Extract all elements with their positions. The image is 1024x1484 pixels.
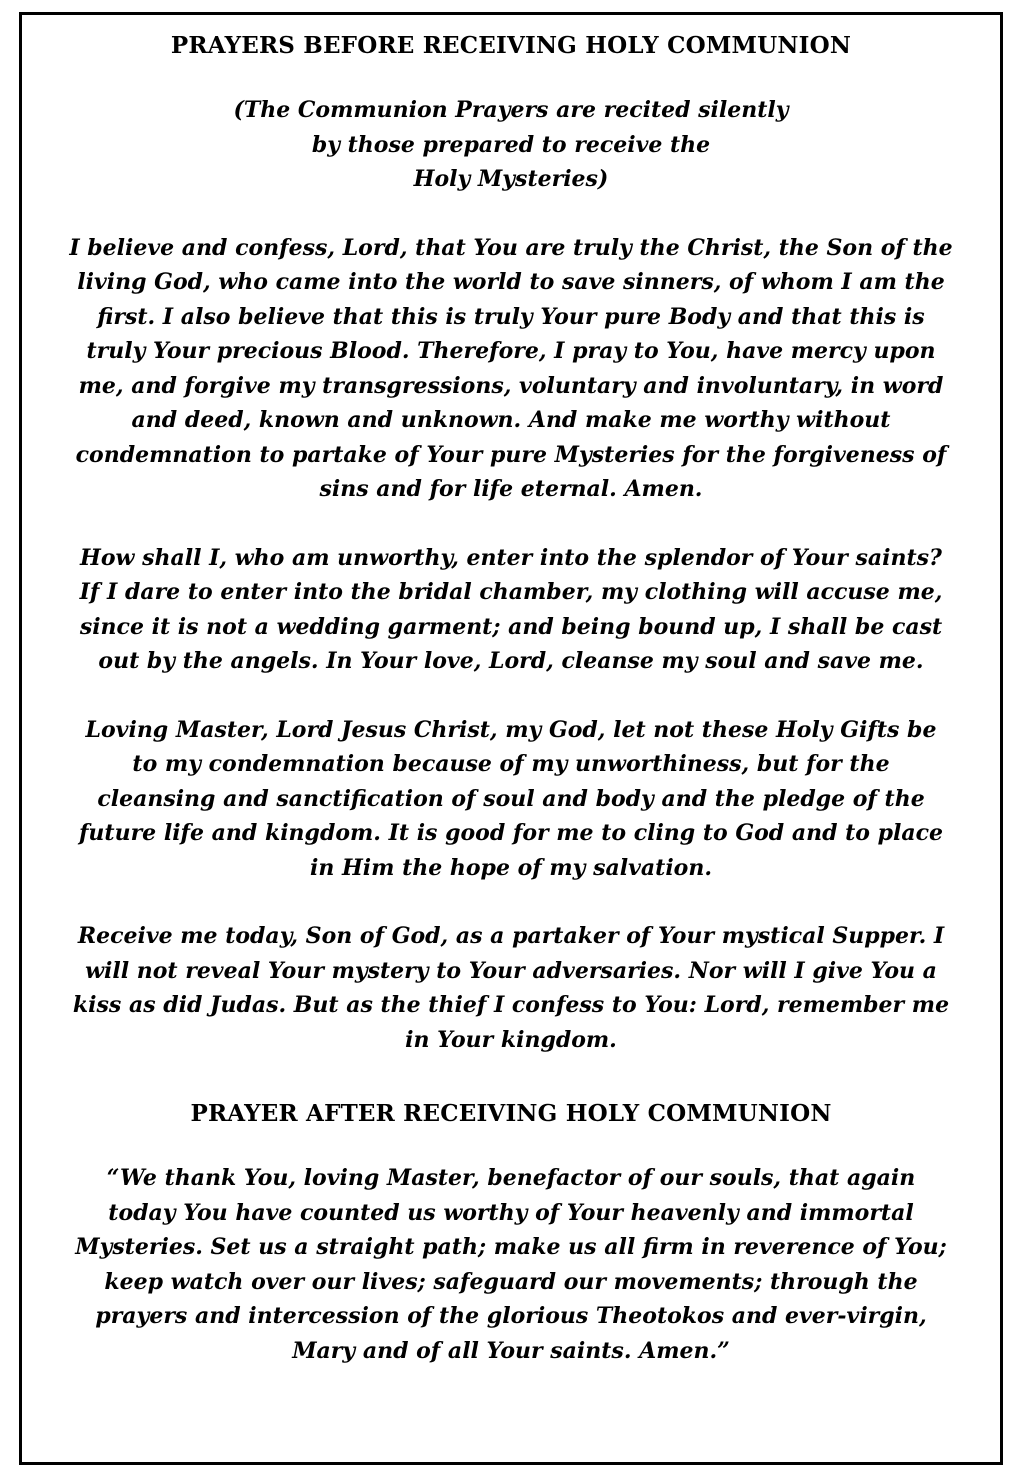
intro-line: by those prepared to receive the: [311, 131, 711, 158]
prayer-line: sins and for life eternal. Amen.: [319, 476, 703, 502]
prayer-line: me, and forgive my transgressions, voluntary and involuntary, in word: [78, 372, 944, 399]
document-content: [44, 29, 978, 1368]
prayer-line: Mysteries. Set us a straight path; make us all firm in reverence of You;: [75, 1234, 947, 1260]
prayer-line: prayers and intercession of the glorious Theotokos and ever-virgin,: [95, 1303, 927, 1329]
prayer-line: Receive me today, Son of God, as a partaker of Your mystical Supper. I: [77, 923, 945, 949]
prayer-line: in Your kingdom.: [405, 1026, 617, 1053]
prayer-line: and deed, known and unknown. And make me worthy without: [131, 407, 891, 433]
prayer-line: Loving Master, Lord Jesus Christ, my God, let not these Holy Gifts be: [85, 716, 937, 743]
prayer-line: condemnation to partake of Your pure Mysteries for the forgiveness of: [75, 441, 947, 468]
prayer-line: cleansing and sanctification of soul and body and the pledge of the: [97, 785, 925, 812]
intro-line: Holy Mysteries): [413, 166, 609, 192]
prayer-line: today You have counted us worthy of Your heavenly and immortal: [108, 1199, 914, 1226]
prayer-line: out by the angels. In Your love, Lord, cleanse my soul and save me.: [98, 648, 924, 674]
prayer-line: living God, who came into the world to save sinners, of whom I am the: [77, 269, 945, 295]
prayer-line: will not reveal Your mystery to Your adversaries. Nor will I give You a: [85, 957, 937, 984]
intro-note: [44, 93, 978, 197]
prayer-line: I believe and confess, Lord, that You are truly the Christ, the Son of the: [69, 234, 953, 261]
prayer-line: “We thank You, loving Master, benefactor of our souls, that again: [106, 1165, 916, 1191]
prayer-loving-master: [44, 713, 978, 886]
prayer-line: in Him the hope of my salvation.: [309, 854, 712, 881]
page-border-frame: [19, 12, 1003, 1465]
prayer-line: truly Your precious Blood. Therefore, I pray to You, have mercy upon: [86, 338, 936, 364]
prayer-line: kiss as did Judas. But as the thief I confess to You: Lord, remember me: [72, 992, 950, 1018]
heading-prayers-before: PRAYERS BEFORE RECEIVING HOLY COMMUNION: [170, 32, 852, 59]
prayer-line: How shall I, who am unworthy, enter into the splendor of Your saints?: [80, 544, 942, 571]
heading-prayer-after: PRAYER AFTER RECEIVING HOLY COMMUNION: [190, 1100, 832, 1127]
prayer-line: future life and kingdom. It is good for me to cling to God and to place: [78, 820, 944, 846]
prayer-how-shall-i: [44, 541, 978, 679]
intro-line: (The Communion Prayers are recited silently: [233, 97, 789, 123]
prayer-we-thank-you: [44, 1161, 978, 1368]
prayer-line: If I dare to enter into the bridal chamber, my clothing will accuse me,: [79, 579, 943, 605]
prayer-line: to my condemnation because of my unworthiness, but for the: [132, 751, 890, 777]
prayer-line: since it is not a wedding garment; and being bound up, I shall be cast: [79, 613, 943, 640]
prayer-line: keep watch over our lives; safeguard our movements; through the: [104, 1268, 918, 1295]
prayer-line: Mary and of all Your saints. Amen.”: [292, 1337, 730, 1364]
prayer-i-believe: [44, 231, 978, 507]
prayer-receive-me-today: [44, 919, 978, 1057]
prayer-line: first. I also believe that this is truly Your pure Body and that this is: [97, 303, 925, 330]
